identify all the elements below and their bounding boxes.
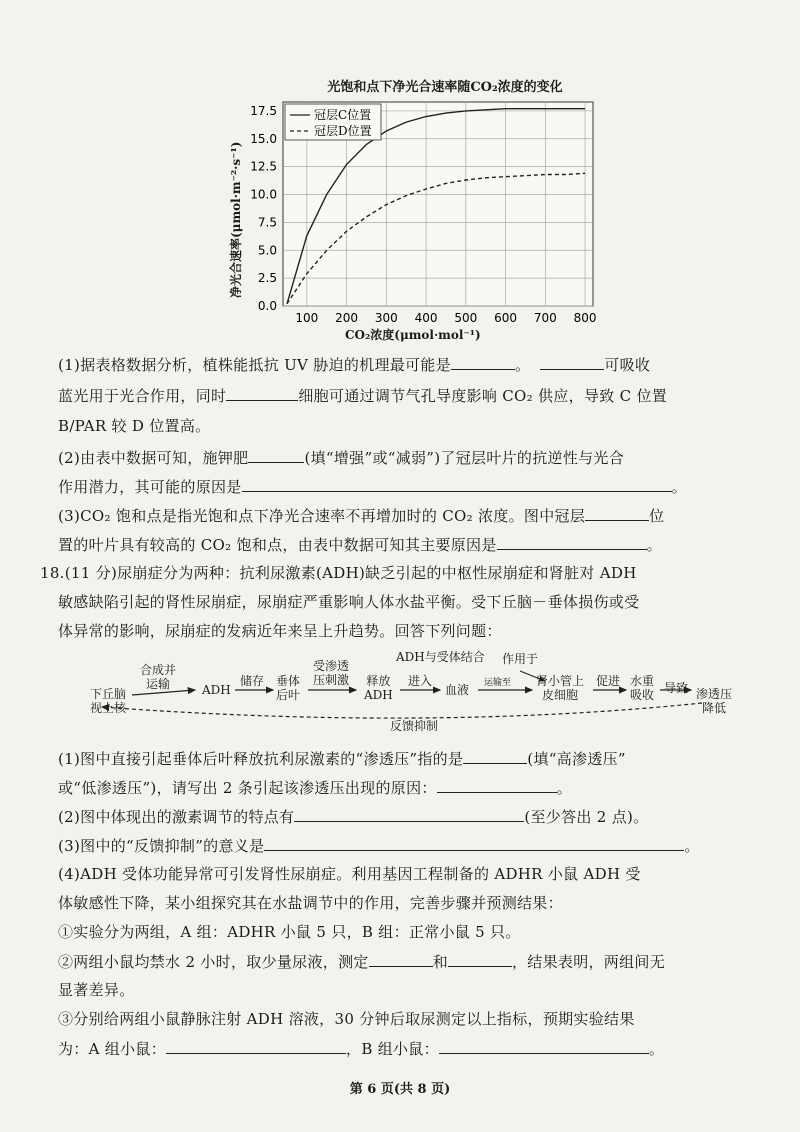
answer-blank[interactable] bbox=[463, 748, 527, 764]
q18-step1: ①实验分为两组，A 组：ADHR 小鼠 5 只，B 组：正常小鼠 5 只。 bbox=[58, 923, 521, 941]
q18-step3-line2: 为：A 组小鼠： ，B 组小鼠： 。 bbox=[58, 1040, 665, 1058]
y-tick-label: 15.0 bbox=[250, 131, 277, 146]
answer-blank[interactable] bbox=[226, 385, 298, 401]
q18-step3-line1: ③分别给两组小鼠静脉注射 ADH 溶液，30 分钟后取尿测定以上指标，预期实验结果 bbox=[58, 1010, 635, 1028]
q18-intro-line3: 体异常的影响，尿崩症的发病近年来呈上升趋势。回答下列问题： bbox=[58, 622, 502, 640]
x-tick-label: 500 bbox=[454, 311, 478, 325]
q17-part2-line1: (2)由表中数据可知，施钾肥 (填“增强”或“减弱”)了冠层叶片的抗逆性与光合 bbox=[58, 449, 625, 467]
y-tick-label: 5.0 bbox=[257, 243, 277, 258]
q17-part1-line1: (1)据表格数据分析，植株能抵抗 UV 胁迫的机理最可能是 。 可吸收 bbox=[58, 356, 651, 374]
chart-x-label: CO₂浓度(μmol·mol⁻¹) bbox=[345, 328, 481, 342]
answer-blank[interactable] bbox=[439, 1038, 649, 1054]
x-tick-label: 600 bbox=[494, 311, 518, 325]
answer-blank[interactable] bbox=[369, 951, 433, 967]
x-tick-label: 700 bbox=[533, 311, 557, 325]
answer-blank[interactable] bbox=[264, 835, 684, 851]
node-release-adh: 释放 ADH bbox=[364, 674, 393, 702]
x-tick-label: 800 bbox=[573, 311, 597, 325]
y-tick-label: 12.5 bbox=[250, 159, 277, 174]
q18-step2-line1: ②两组小鼠均禁水 2 小时，取少量尿液，测定 和 ，结果表明，两组间无 bbox=[58, 953, 666, 971]
answer-blank[interactable] bbox=[294, 806, 524, 822]
q18-part4-line1: (4)ADH 受体功能异常可引发肾性尿崩症。利用基因工程制备的 ADHR 小鼠 ADH 受 bbox=[58, 865, 641, 883]
x-tick-label: 400 bbox=[414, 311, 438, 325]
q17-part3-line1: (3)CO₂ 饱和点是指光饱和点下净光合速率不再增加时的 CO₂ 浓度。图中冠层 位 bbox=[58, 507, 665, 525]
answer-blank[interactable] bbox=[166, 1038, 346, 1054]
adh-regulation-diagram bbox=[90, 643, 740, 733]
answer-blank[interactable] bbox=[585, 505, 649, 521]
q18-part2: (2)图中体现出的激素调节的特点有 (至少答出 2 点)。 bbox=[58, 808, 649, 826]
q17-part1-line2: 蓝光用于光合作用，同时 细胞可通过调节气孔导度影响 CO₂ 供应，导致 C 位置 bbox=[58, 387, 668, 405]
answer-blank[interactable] bbox=[451, 354, 515, 370]
q17-part2-line2: 作用潜力，其可能的原因是 。 bbox=[58, 478, 687, 496]
label-feedback-inhibition: 反馈抑制 bbox=[390, 719, 439, 733]
label-promote: 促进 bbox=[596, 674, 621, 688]
node-renal-tubule: 肾小管上 皮细胞 bbox=[536, 674, 585, 702]
y-tick-label: 10.0 bbox=[250, 187, 277, 202]
answer-blank[interactable] bbox=[448, 951, 512, 967]
q18-part4-line2: 体敏感性下降，某小组探究其在水盐调节中的作用，完善步骤并预测结果： bbox=[58, 894, 563, 912]
x-tick-label: 100 bbox=[295, 311, 319, 325]
node-blood: 血液 bbox=[445, 683, 470, 697]
q18-intro-line2: 敏感缺陷引起的肾性尿崩症，尿崩症严重影响人体水盐平衡。受下丘脑－垂体损伤或受 bbox=[58, 593, 640, 611]
page-number-footer: 第 6 页(共 8 页) bbox=[349, 1082, 451, 1097]
y-tick-label: 7.5 bbox=[257, 215, 277, 230]
q18-step2-line2: 显著差异。 bbox=[58, 981, 135, 999]
q18-part3: (3)图中的“反馈抑制”的意义是 。 bbox=[58, 837, 700, 855]
label-osmotic-stimulus: 受渗透 压刺激 bbox=[313, 659, 350, 687]
label-synthesize: 合成并 运输 bbox=[140, 663, 177, 691]
legend-label: 冠层D位置 bbox=[314, 124, 372, 138]
answer-blank[interactable] bbox=[437, 777, 557, 793]
y-tick-label: 0.0 bbox=[257, 299, 277, 313]
q18-part1-line2: 或“低渗透压”)，请写出 2 条引起该渗透压出现的原因： 。 bbox=[58, 779, 572, 797]
answer-blank[interactable] bbox=[248, 447, 304, 463]
answer-blank[interactable] bbox=[540, 354, 604, 370]
label-enter: 进入 bbox=[408, 674, 433, 688]
node-posterior-pituitary: 垂体 后叶 bbox=[276, 674, 301, 702]
y-tick-label: 17.5 bbox=[250, 103, 277, 118]
node-water-reabsorption: 水重 吸收 bbox=[630, 674, 655, 702]
node-osmotic-pressure-lower: 渗透压 降低 bbox=[696, 687, 733, 715]
label-act-on: 作用于 bbox=[502, 652, 539, 666]
x-tick-label: 300 bbox=[374, 311, 398, 325]
q17-part3-line2: 置的叶片具有较高的 CO₂ 饱和点，由表中数据可知其主要原因是 。 bbox=[58, 536, 662, 554]
node-hypothalamus: 下丘脑 视上核 bbox=[90, 687, 127, 715]
x-tick-label: 200 bbox=[335, 311, 359, 325]
label-store: 储存 bbox=[240, 674, 265, 688]
co2-photosynthesis-chart bbox=[225, 76, 605, 348]
q17-part1-line3: B/PAR 较 D 位置高。 bbox=[58, 417, 211, 435]
node-adh: ADH bbox=[202, 683, 231, 697]
q18-part1-line1: (1)图中直接引起垂体后叶释放抗利尿激素的“渗透压”指的是 (填“高渗透压” bbox=[58, 750, 626, 768]
q18-intro-line1: 18.(11 分)尿崩症分为两种：抗利尿激素(ADH)缺乏引起的中枢性尿崩症和肾脏对 ADH bbox=[40, 564, 637, 582]
answer-blank[interactable] bbox=[242, 476, 672, 492]
y-tick-label: 2.5 bbox=[257, 271, 277, 286]
chart-title: 光饱和点下净光合速率随CO₂浓度的变化 bbox=[327, 80, 563, 95]
chart-y-label: 净光合速率(μmol·m⁻²·s⁻¹) bbox=[229, 141, 243, 298]
label-receptor-binding: ADH与受体结合 bbox=[396, 650, 485, 664]
legend-label: 冠层C位置 bbox=[314, 108, 372, 122]
label-cause: 导致 bbox=[664, 681, 689, 695]
label-transport-to: 运输至 bbox=[484, 678, 512, 688]
chart-plot bbox=[225, 76, 605, 348]
answer-blank[interactable] bbox=[497, 534, 647, 550]
